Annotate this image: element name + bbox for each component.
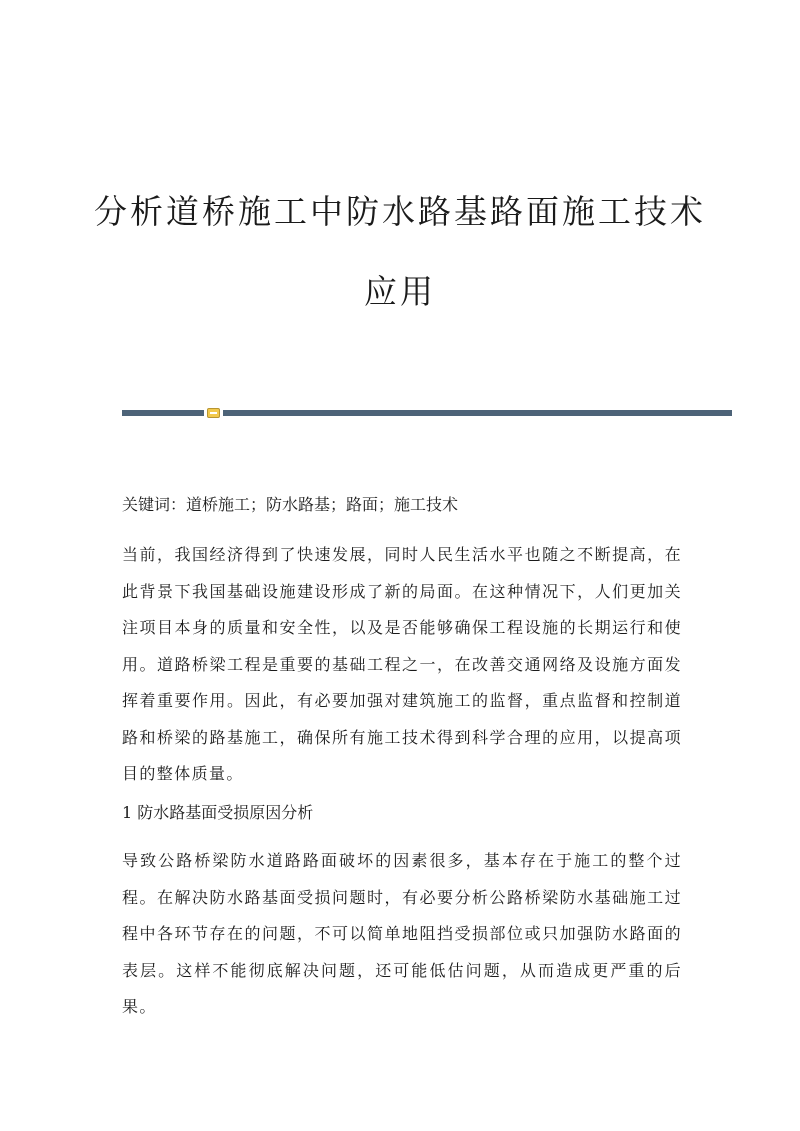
divider-bar-left	[122, 410, 204, 416]
keywords-line: 关键词：道桥施工；防水路基；路面；施工技术	[122, 495, 459, 514]
document-title-line-1: 分析道桥施工中防水路基路面施工技术	[94, 192, 706, 231]
paragraph-section-1: 导致公路桥梁防水道路路面破坏的因素很多，基本存在于施工的整个过程。在解决防水路基面受损问题时，有必要分析公路桥梁防水基础施工过程中各环节存在的问题，不可以简单地阻挡受损部位或只加强防水路面的表层。这样不能彻底解决问题，还可能低估问题，从而造成更严重的后果。	[122, 851, 682, 1016]
document-title-line-2: 应用	[364, 272, 436, 311]
title-divider	[122, 409, 732, 417]
paragraph-intro: 当前，我国经济得到了快速发展，同时人民生活水平也随之不断提高，在此背景下我国基础设施建设形成了新的局面。在这种情况下，人们更加关注项目本身的质量和安全性，以及是否能够确保工程设施的长期运行和使用。道路桥梁工程是重要的基础工程之一，在改善交通网络及设施方面发挥着重要作用。因此，有必要加强对建筑施工的监督，重点监督和控制道路和桥梁的路基施工，确保所有施工技术得到科学合理的应用，以提高项目的整体质量。	[122, 545, 682, 783]
section-heading-1: 1 防水路基面受损原因分析	[122, 803, 314, 822]
divider-bar-right	[223, 410, 732, 416]
document-icon	[207, 408, 220, 418]
